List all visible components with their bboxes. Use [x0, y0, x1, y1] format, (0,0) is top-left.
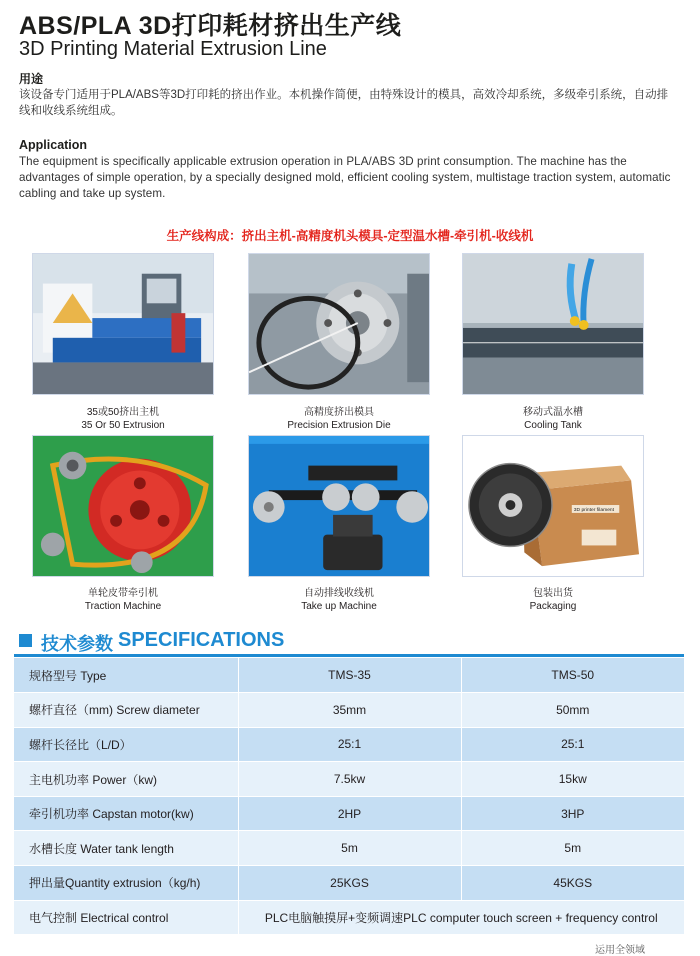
page-title-en: 3D Printing Material Extrusion Line — [19, 38, 327, 60]
cooling-tank-caption — [462, 406, 644, 432]
extruder-caption-cn: 35或50挤出主机 — [86, 407, 160, 418]
specs-table — [14, 658, 684, 935]
spec-value-tms50: 50mm — [461, 693, 684, 728]
specs-heading-rule — [14, 654, 684, 657]
spec-label: 规格型号 Type — [14, 658, 238, 693]
extruder-photo — [32, 253, 214, 395]
packaging-photo — [462, 435, 644, 577]
spec-value-tms35: TMS-35 — [238, 658, 461, 693]
spec-label: 牵引机功率 Capstan motor(kw) — [14, 796, 238, 831]
spec-value-tms35: 35mm — [238, 693, 461, 728]
spec-label: 电气控制 Electrical control — [14, 900, 238, 935]
spec-value-tms35: 7.5kw — [238, 762, 461, 797]
die-caption-en: Precision Extrusion Die — [287, 420, 391, 431]
spec-value-electrical: PLC电脑触摸屏+变频调速PLC computer touch screen + frequency control — [238, 900, 684, 935]
spec-value-tms50: 45KGS — [461, 866, 684, 901]
die-caption — [248, 406, 430, 432]
packaging-caption-en: Packaging — [529, 601, 577, 612]
cooling-tank-caption-cn: 移动式温水槽 — [523, 407, 583, 418]
specs-heading-en: SPECIFICATIONS — [118, 629, 285, 651]
traction-caption-cn: 单轮皮带牵引机 — [88, 588, 158, 599]
die-caption-cn: 高精度挤出模具 — [304, 407, 374, 418]
spec-value-tms35: 5m — [238, 831, 461, 866]
line-composition: 生产线构成：挤出主机-高精度机头模具-定型温水槽-牵引机-收线机 — [166, 229, 534, 243]
specs-heading — [14, 630, 684, 658]
table-row — [14, 866, 684, 901]
spec-value-tms35: 2HP — [238, 796, 461, 831]
traction-photo — [32, 435, 214, 577]
extruder-caption-en: 35 Or 50 Extrusion — [81, 420, 165, 431]
spec-label: 螺杆长径比（L/D） — [14, 727, 238, 762]
take-up-caption — [248, 587, 430, 613]
spec-value-tms50: 3HP — [461, 796, 684, 831]
table-row — [14, 900, 684, 935]
packaging-caption-cn: 包装出货 — [533, 588, 573, 599]
spec-label: 螺杆直径（mm) Screw diameter — [14, 693, 238, 728]
table-row — [14, 658, 684, 693]
cooling-tank-caption-en: Cooling Tank — [524, 420, 582, 431]
package-label: 3D printer filament — [573, 507, 615, 513]
usage-heading: 用途 — [19, 72, 44, 86]
table-row — [14, 831, 684, 866]
extruder-caption — [32, 406, 214, 432]
spec-value-tms50: 25:1 — [461, 727, 684, 762]
traction-caption — [32, 587, 214, 613]
table-row — [14, 727, 684, 762]
table-row — [14, 762, 684, 797]
spec-value-tms35: 25:1 — [238, 727, 461, 762]
square-bullet-icon — [19, 634, 32, 647]
application-heading: Application — [19, 138, 88, 152]
traction-caption-en: Traction Machine — [84, 601, 162, 612]
spec-value-tms35: 25KGS — [238, 866, 461, 901]
cooling-tank-photo — [462, 253, 644, 395]
packaging-caption — [462, 587, 644, 613]
take-up-caption-en: Take up Machine — [301, 601, 377, 612]
take-up-caption-cn: 自动排线收线机 — [304, 588, 374, 599]
spec-value-tms50: 5m — [461, 831, 684, 866]
footer-text: 运用全领域 — [595, 945, 645, 956]
table-row — [14, 796, 684, 831]
specs-heading-cn: 技术参数 — [41, 634, 113, 654]
spec-value-tms50: TMS-50 — [461, 658, 684, 693]
spec-label: 主电机功率 Power（kw) — [14, 762, 238, 797]
table-row — [14, 693, 684, 728]
usage-text: 该设备专门适用于PLA/ABS等3D打印耗的挤出作业。本机操作简便，由特殊设计的模具，高效冷却系统，多级牵引系统，自动排线和收线系统组成。 — [19, 89, 669, 117]
page-title-cn: ABS/PLA 3D打印耗材挤出生产线 — [19, 12, 402, 40]
spec-value-tms50: 15kw — [461, 762, 684, 797]
spec-label: 水槽长度 Water tank length — [14, 831, 238, 866]
application-text: The equipment is specifically applicable extrusion operation in PLA/ABS 3D print consumption. The machine has the advantages of simple operation, by a specially designed mold, efficient cooling system, multistage traction system, automatic cabling and take up system. — [19, 155, 671, 200]
take-up-photo — [248, 435, 430, 577]
die-photo — [248, 253, 430, 395]
spec-label: 押出量Quantity extrusion（kg/h) — [14, 866, 238, 901]
